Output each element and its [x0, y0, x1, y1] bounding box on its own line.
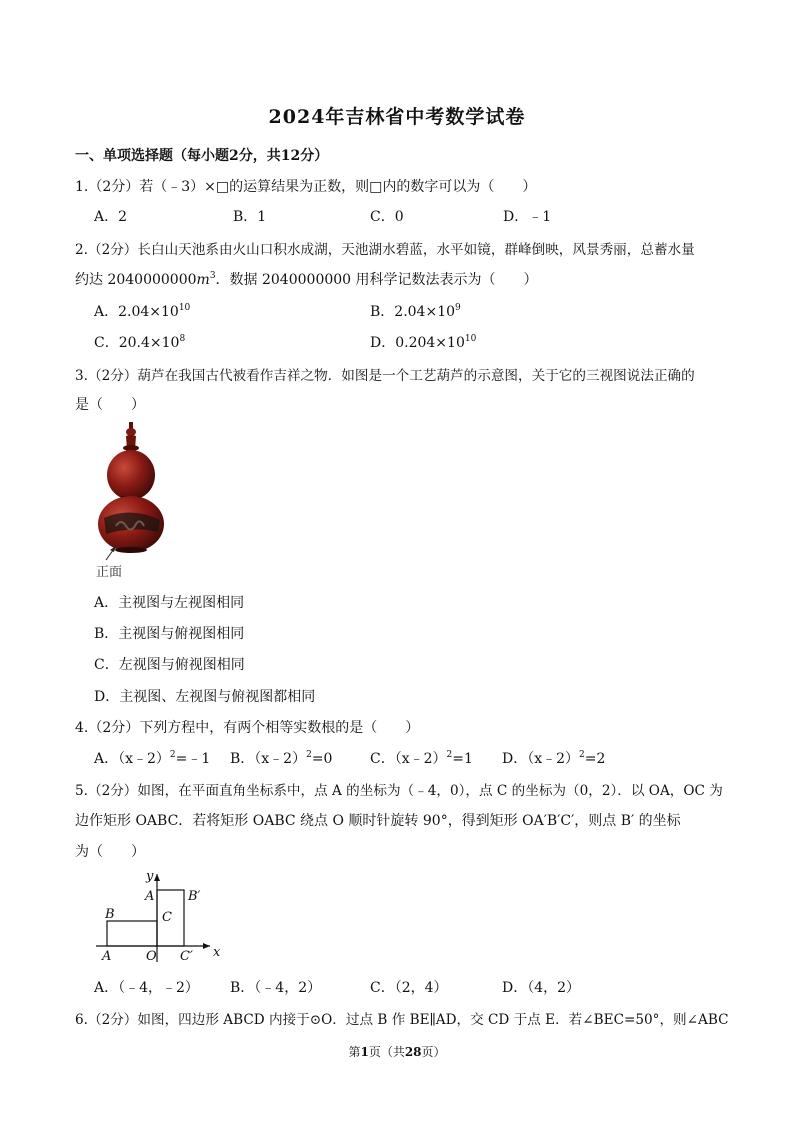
q2-option-b: B．$2.04\times 10^9$ — [370, 303, 461, 320]
gourd-icon — [98, 422, 164, 553]
label-x: x — [213, 945, 221, 960]
q3-option-a: A．主视图与左视图相同 — [94, 595, 245, 611]
page-title: 2024年吉林省中考数学试卷 — [268, 106, 526, 128]
question-2-line1: 2.（2分）长白山天池系由火山口积水成湖，天池湖水碧蓝，水平如镜，群峰倒映，风景秀丽，总蓄水量 — [75, 242, 695, 258]
q3-option-c: C．左视图与俯视图相同 — [94, 657, 245, 673]
q3-option-d: D．主视图、左视图与俯视图都相同 — [94, 689, 316, 705]
q1-option-c: C．0 — [370, 209, 404, 225]
q4-option-a: A．（x﹣2）$^2$=﹣1 — [94, 750, 211, 767]
section-heading: 一、单项选择题（每小题2分，共12分） — [75, 148, 329, 164]
label-a: A — [102, 949, 112, 964]
label-c-prime: C′ — [180, 949, 193, 964]
label-a-top: A — [145, 889, 155, 904]
question-5-line1: 5.（2分）如图，在平面直角坐标系中，点 A 的坐标为（﹣4，0），点 C 的坐标为（0，2）．以 OA，OC 为 — [75, 783, 723, 799]
rectangle-oabc — [107, 921, 157, 946]
q2-option-a: A．$2.04\times 10^{10}$ — [94, 303, 191, 320]
label-y: y — [146, 869, 154, 884]
label-b-prime: B′ — [188, 889, 201, 904]
q5-option-a: A．（﹣4，﹣2） — [94, 980, 199, 996]
gourd-figure — [88, 418, 178, 583]
question-6-line1: 6.（2分）如图，四边形 ABCD 内接于⊙O．过点 B 作 BE∥AD，交 CD 于点 E．若∠BEC=50°，则∠ABC — [75, 1012, 729, 1028]
page-footer: 第1页（共28页） — [348, 1045, 446, 1059]
q5-option-d: D．（4，2） — [502, 980, 581, 996]
q3-option-b: B．主视图与俯视图相同 — [94, 626, 245, 642]
label-c: C — [162, 910, 172, 925]
front-label: 正面 — [96, 565, 123, 580]
q2-option-c: C．$20.4\times 10^8$ — [94, 334, 186, 351]
q1-option-b: B．1 — [233, 209, 267, 225]
coordinate-figure — [90, 866, 230, 966]
question-5-line3: 为（ ） — [75, 844, 145, 860]
label-b: B — [105, 907, 115, 922]
question-1-stem: 1.（2分）若（﹣3）×□的运算结果为正数，则□内的数字可以为（ ） — [75, 179, 537, 195]
question-3-line1: 3.（2分）葫芦在我国古代被看作吉祥之物．如图是一个工艺葫芦的示意图，关于它的三视图说法正确的 — [75, 368, 695, 384]
q5-option-b: B．（﹣4，2） — [230, 980, 322, 996]
y-arrow-icon — [154, 874, 160, 881]
label-o: O — [146, 949, 157, 964]
q2-option-d: D．$0.204\times 10^{10}$ — [370, 334, 477, 351]
question-2-line2: 约达 $2040000000m^3$．数据 2040000000 用科学记数法表示为（ ） — [75, 271, 538, 288]
q4-option-d: D．（x﹣2）$^2$=2 — [502, 750, 606, 767]
question-5-line2: 边作矩形 OABC．若将矩形 OABC 绕点 O 顺时针旋转 90°，得到矩形 OA′B′C′，则点 B′ 的坐标 — [75, 813, 681, 829]
q5-option-c: C．（2，4） — [370, 980, 448, 996]
q1-option-d: D．﹣1 — [503, 209, 552, 225]
q1-option-a: A．2 — [94, 209, 128, 225]
q4-option-b: B．（x﹣2）$^2$=0 — [230, 750, 333, 767]
question-3-line2: 是（ ） — [75, 397, 145, 413]
question-4-stem: 4.（2分）下列方程中，有两个相等实数根的是（ ） — [75, 720, 420, 736]
x-arrow-icon — [203, 943, 210, 949]
q4-option-c: C．（x﹣2）$^2$=1 — [370, 750, 473, 767]
